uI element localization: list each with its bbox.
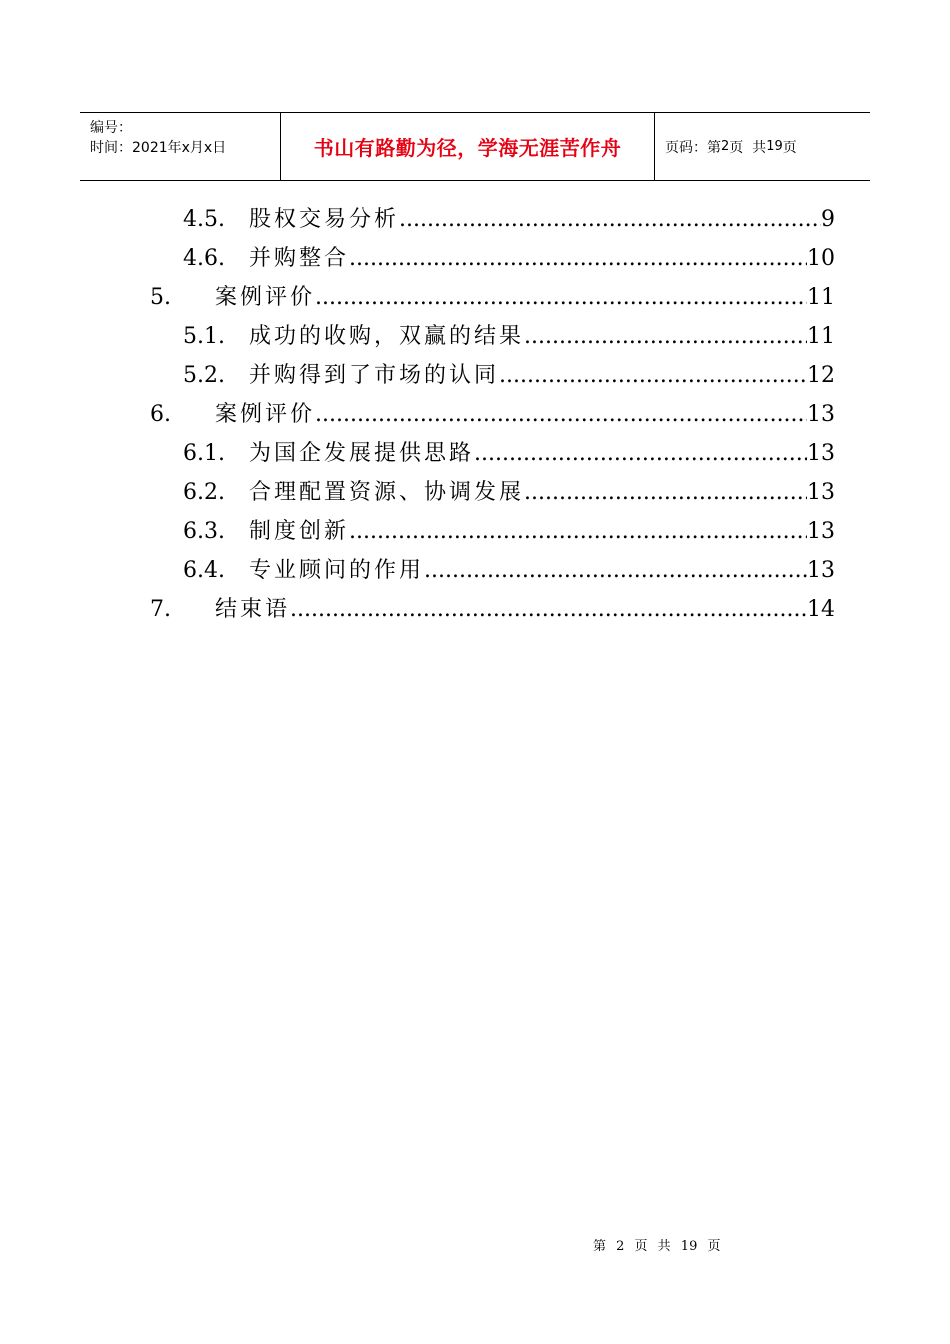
toc-entry-number: 6.: [150, 402, 171, 427]
toc-dot-leader: [349, 512, 807, 551]
document-date-label: 时间：2021年x月x日: [90, 140, 227, 156]
toc-entry-page: 13: [807, 441, 835, 466]
page-footer: 第 2 页 共 19 页: [593, 1239, 721, 1254]
toc-entry[interactable]: [0, 278, 950, 317]
header-page-cell: [655, 113, 870, 180]
toc-entry-page: 13: [807, 480, 835, 505]
header-page-total: 19: [766, 139, 783, 154]
toc-entry-page: 11: [807, 324, 835, 349]
toc-entry-title: 专业顾问的作用: [249, 558, 425, 583]
toc-entry-line: [215, 590, 835, 629]
toc-entry-number: 4.5.: [183, 207, 225, 232]
toc-dot-leader: [315, 395, 807, 434]
toc-entry-title: 成功的收购，双赢的结果: [249, 324, 525, 349]
toc-entry-line: [249, 239, 835, 278]
toc-entry[interactable]: [0, 200, 950, 239]
toc-entry-page: 9: [821, 207, 835, 232]
toc-entry-title: 合理配置资源、协调发展: [249, 480, 525, 505]
toc-entry-number: 5.: [150, 285, 171, 310]
header-motto-cell: [281, 113, 655, 180]
toc-entry-page: 12: [807, 363, 835, 388]
toc-entry-title: 并购得到了市场的认同: [249, 363, 500, 388]
toc-entry-number: 6.2.: [183, 480, 225, 505]
toc-entry-page: 10: [807, 246, 835, 271]
toc-dot-leader: [349, 239, 807, 278]
toc-entry-line: [249, 434, 835, 473]
toc-entry-title: 为国企发展提供思路: [249, 441, 475, 466]
toc-entry-page: 14: [807, 597, 835, 622]
toc-entry-line: [249, 200, 835, 239]
toc-entry-number: 6.1.: [183, 441, 225, 466]
toc-entry-title: 并购整合: [249, 246, 350, 271]
toc-entry-page: 13: [807, 519, 835, 544]
toc-entry[interactable]: [0, 434, 950, 473]
toc-entry[interactable]: [0, 395, 950, 434]
toc-entry[interactable]: [0, 473, 950, 512]
toc-entry-line: [249, 473, 835, 512]
toc-entry[interactable]: [0, 551, 950, 590]
toc-entry-number: 7.: [150, 597, 171, 622]
toc-entry-number: 5.1.: [183, 324, 225, 349]
toc-entry-number: 6.3.: [183, 519, 225, 544]
toc-entry[interactable]: [0, 356, 950, 395]
toc-entry-line: [215, 395, 835, 434]
toc-entry[interactable]: [0, 590, 950, 629]
toc-entry-title: 股权交易分析: [249, 207, 400, 232]
toc-dot-leader: [424, 551, 807, 590]
toc-entry-title: 结束语: [215, 597, 291, 622]
toc-entry-page: 13: [807, 558, 835, 583]
toc-entry[interactable]: [0, 317, 950, 356]
toc-entry-title: 制度创新: [249, 519, 350, 544]
toc-dot-leader: [524, 473, 807, 512]
toc-entry-title: 案例评价: [215, 285, 316, 310]
toc-dot-leader: [315, 278, 807, 317]
toc-dot-leader: [290, 590, 807, 629]
document-number-label: 编号：: [90, 120, 132, 136]
toc-dot-leader: [474, 434, 807, 473]
toc-entry-title: 案例评价: [215, 402, 316, 427]
toc-entry-number: 4.6.: [183, 246, 225, 271]
toc-entry-line: [249, 551, 835, 590]
header-page-current: 2: [721, 139, 730, 154]
toc-entry[interactable]: [0, 512, 950, 551]
toc-dot-leader: [524, 317, 807, 356]
header-page-suffix: 页: [782, 139, 797, 156]
toc-entry-page: 13: [807, 402, 835, 427]
toc-entry-number: 5.2.: [183, 363, 225, 388]
toc-entry[interactable]: [0, 239, 950, 278]
header-page-mid: 页 共: [729, 139, 767, 156]
header-page-prefix: 页码：第: [665, 139, 721, 156]
toc-entry-line: [249, 512, 835, 551]
toc-entry-line: [249, 317, 835, 356]
header-info-cell: [80, 113, 281, 180]
toc-entry-line: [249, 356, 835, 395]
page-header: [80, 112, 870, 181]
toc-entry-line: [215, 278, 835, 317]
toc-entry-page: 11: [807, 285, 835, 310]
toc-dot-leader: [499, 356, 807, 395]
header-motto: 书山有路勤为径，学海无涯苦作舟: [313, 136, 622, 160]
toc-dot-leader: [399, 200, 821, 239]
toc-entry-number: 6.4.: [183, 558, 225, 583]
